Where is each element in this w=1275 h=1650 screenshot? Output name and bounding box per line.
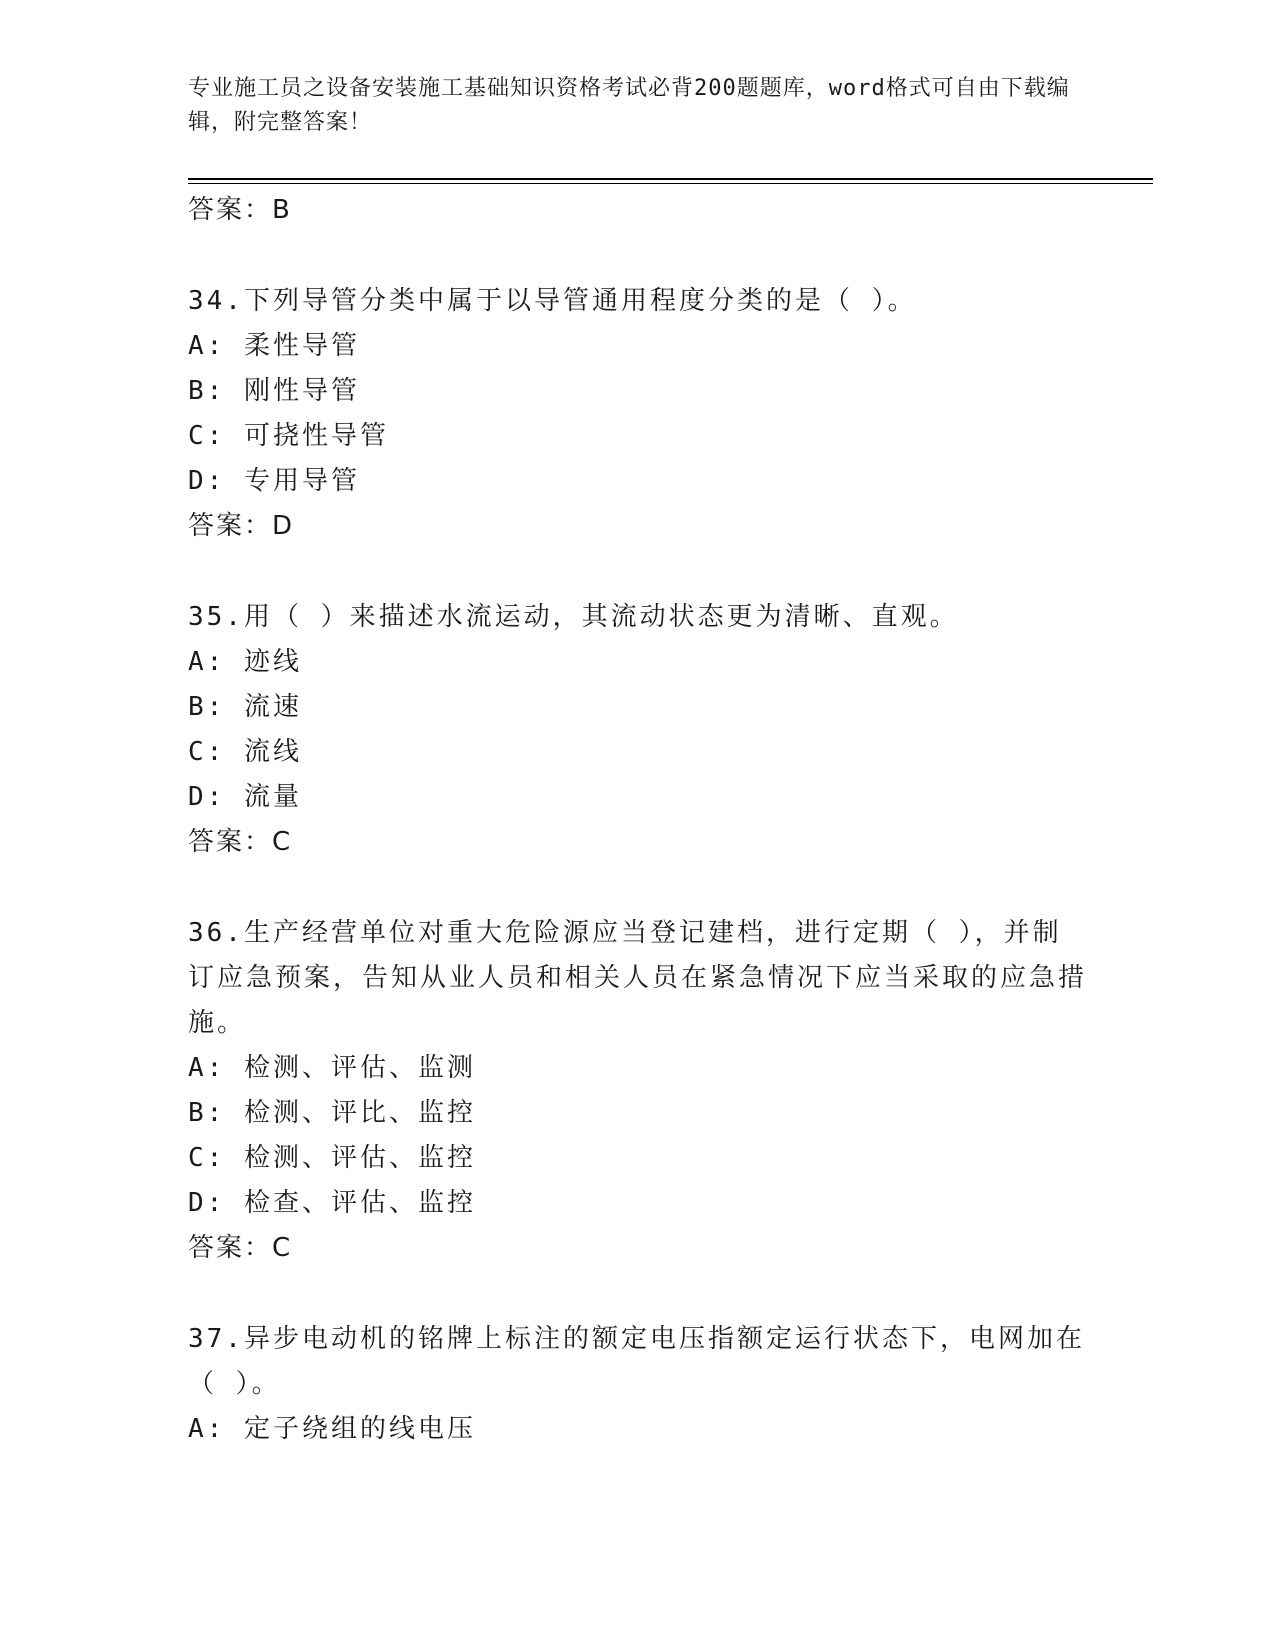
spacer [188,233,1088,279]
option-c: C: 可挠性导管 [188,421,389,451]
question-36 [188,911,1088,1271]
option-d: D: 检查、评估、监控 [188,1188,476,1218]
option-d: D: 流量 [188,782,302,812]
question-34 [188,279,1088,549]
option-d: D: 专用导管 [188,466,360,496]
question-content [188,188,1088,1452]
option-a: A: 迹线 [188,647,302,677]
option-b: B: 检测、评比、监控 [188,1098,476,1128]
answer-line: 答案：D [188,511,295,541]
option-b: B: 刚性导管 [188,376,360,406]
option-c: C: 流线 [188,737,302,767]
spacer [188,865,1088,911]
question-35 [188,595,1088,865]
answer-line: 答案：C [188,1233,293,1263]
option-a: A: 定子绕组的线电压 [188,1414,476,1444]
option-a: A: 柔性导管 [188,331,360,361]
spacer [188,549,1088,595]
document-header: 专业施工员之设备安装施工基础知识资格考试必背200题题库，word格式可自由下载编辑，附完整答案！ [188,76,1070,135]
option-c: C: 检测、评估、监控 [188,1143,476,1173]
question-text: 36.生产经营单位对重大危险源应当登记建档，进行定期（ ），并制订应急预案，告知从业人员和相关人员在紧急情况下应当采取的应急措施。 [188,918,1088,1038]
question-text: 34.下列导管分类中属于以导管通用程度分类的是（ ）。 [188,286,917,316]
answer-line: 答案：C [188,827,293,857]
question-text: 37.异步电动机的铭牌上标注的额定电压指额定运行状态下，电网加在（ ）。 [188,1324,1085,1399]
header-divider-thick [188,178,1153,180]
option-a: A: 检测、评估、监测 [188,1053,476,1083]
question-37 [188,1317,1088,1452]
answer-line: 答案：B [188,195,292,225]
header-divider-thin [188,183,1153,184]
spacer [188,1271,1088,1317]
question-text: 35.用（ ）来描述水流运动，其流动状态更为清晰、直观。 [188,602,959,632]
option-b: B: 流速 [188,692,302,722]
